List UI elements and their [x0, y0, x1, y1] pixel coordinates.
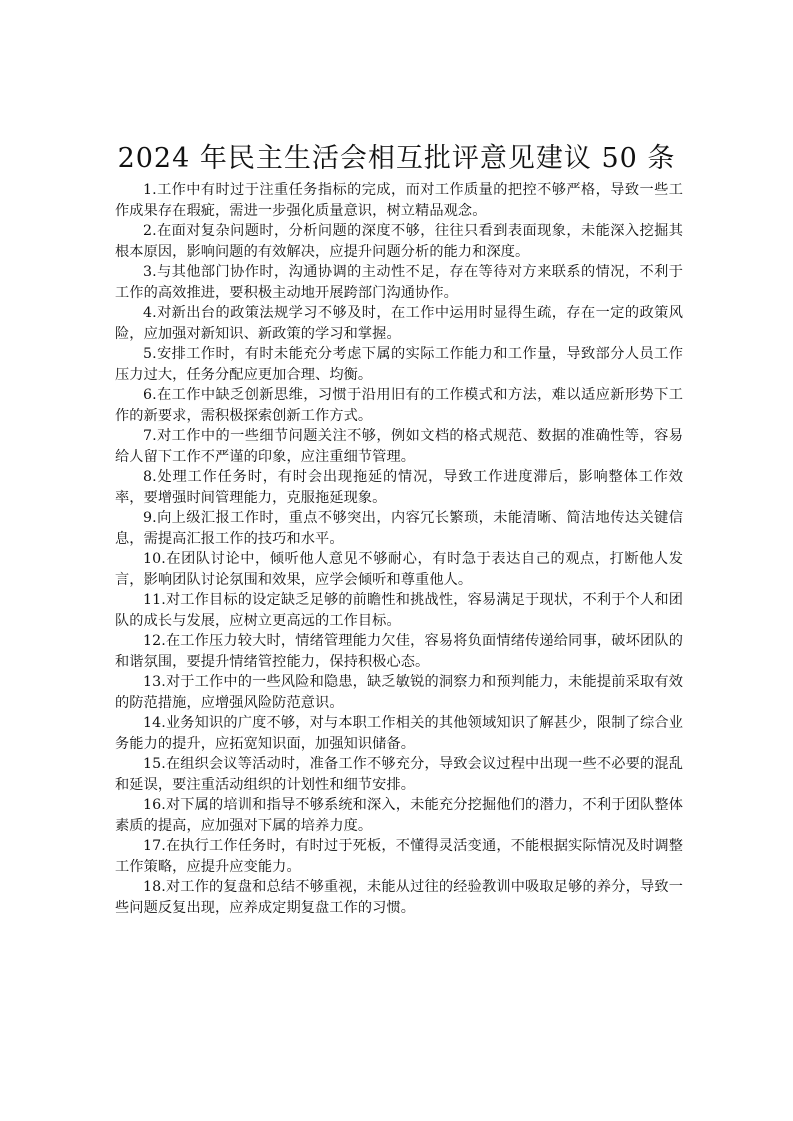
list-item: 17.在执行工作任务时，有时过于死板，不懂得灵活变通，不能根据实际情况及时调整工作策略，应提升应变能力。 [115, 838, 683, 875]
list-item: 8.处理工作任务时，有时会出现拖延的情况，导致工作进度滞后，影响整体工作效率，要增强时间管理能力，克服拖延现象。 [115, 469, 683, 506]
list-item: 1.工作中有时过于注重任务指标的完成，而对工作质量的把控不够严格，导致一些工作成果存在瑕疵，需进一步强化质量意识，树立精品观念。 [115, 182, 683, 219]
list-item: 15.在组织会议等活动时，准备工作不够充分，导致会议过程中出现一些不必要的混乱和延误，要注重活动组织的计划性和细节安排。 [115, 756, 683, 793]
suggestion-list [115, 180, 683, 918]
list-item: 12.在工作压力较大时，情绪管理能力欠佳，容易将负面情绪传递给同事，破坏团队的和谐氛围，要提升情绪管控能力，保持积极心态。 [115, 633, 683, 670]
list-item: 3.与其他部门协作时，沟通协调的主动性不足，存在等待对方来联系的情况，不利于工作的高效推进，要积极主动地开展跨部门沟通协作。 [115, 264, 683, 301]
list-item: 2.在面对复杂问题时，分析问题的深度不够，往往只看到表面现象，未能深入挖掘其根本原因，影响问题的有效解决，应提升问题分析的能力和深度。 [115, 223, 683, 260]
list-item: 11.对工作目标的设定缺乏足够的前瞻性和挑战性，容易满足于现状，不利于个人和团队的成长与发展，应树立更高远的工作目标。 [115, 592, 683, 629]
list-item: 10.在团队讨论中，倾听他人意见不够耐心，有时急于表达自己的观点，打断他人发言，影响团队讨论氛围和效果，应学会倾听和尊重他人。 [115, 551, 683, 588]
list-item: 6.在工作中缺乏创新思维，习惯于沿用旧有的工作模式和方法，难以适应新形势下工作的新要求，需积极探索创新工作方式。 [115, 387, 683, 424]
list-item: 5.安排工作时，有时未能充分考虑下属的实际工作能力和工作量，导致部分人员工作压力过大，任务分配应更加合理、均衡。 [115, 346, 683, 383]
list-item: 14.业务知识的广度不够，对与本职工作相关的其他领域知识了解甚少，限制了综合业务能力的提升，应拓宽知识面，加强知识储备。 [115, 715, 683, 752]
document-title: 2024 年民主生活会相互批评意见建议 50 条 [117, 143, 676, 174]
list-item: 13.对于工作中的一些风险和隐患，缺乏敏锐的洞察力和预判能力，未能提前采取有效的防范措施，应增强风险防范意识。 [115, 674, 683, 711]
list-item: 9.向上级汇报工作时，重点不够突出，内容冗长繁琐，未能清晰、简洁地传达关键信息，需提高汇报工作的技巧和水平。 [115, 510, 683, 547]
list-item: 18.对工作的复盘和总结不够重视，未能从过往的经验教训中吸取足够的养分，导致一些问题反复出现，应养成定期复盘工作的习惯。 [115, 879, 683, 916]
list-item: 16.对下属的培训和指导不够系统和深入，未能充分挖掘他们的潜力，不利于团队整体素质的提高，应加强对下属的培养力度。 [115, 797, 683, 834]
list-item: 4.对新出台的政策法规学习不够及时，在工作中运用时显得生疏，存在一定的政策风险，应加强对新知识、新政策的学习和掌握。 [115, 305, 683, 342]
list-item: 7.对工作中的一些细节问题关注不够，例如文档的格式规范、数据的准确性等，容易给人留下工作不严谨的印象，应注重细节管理。 [115, 428, 683, 465]
